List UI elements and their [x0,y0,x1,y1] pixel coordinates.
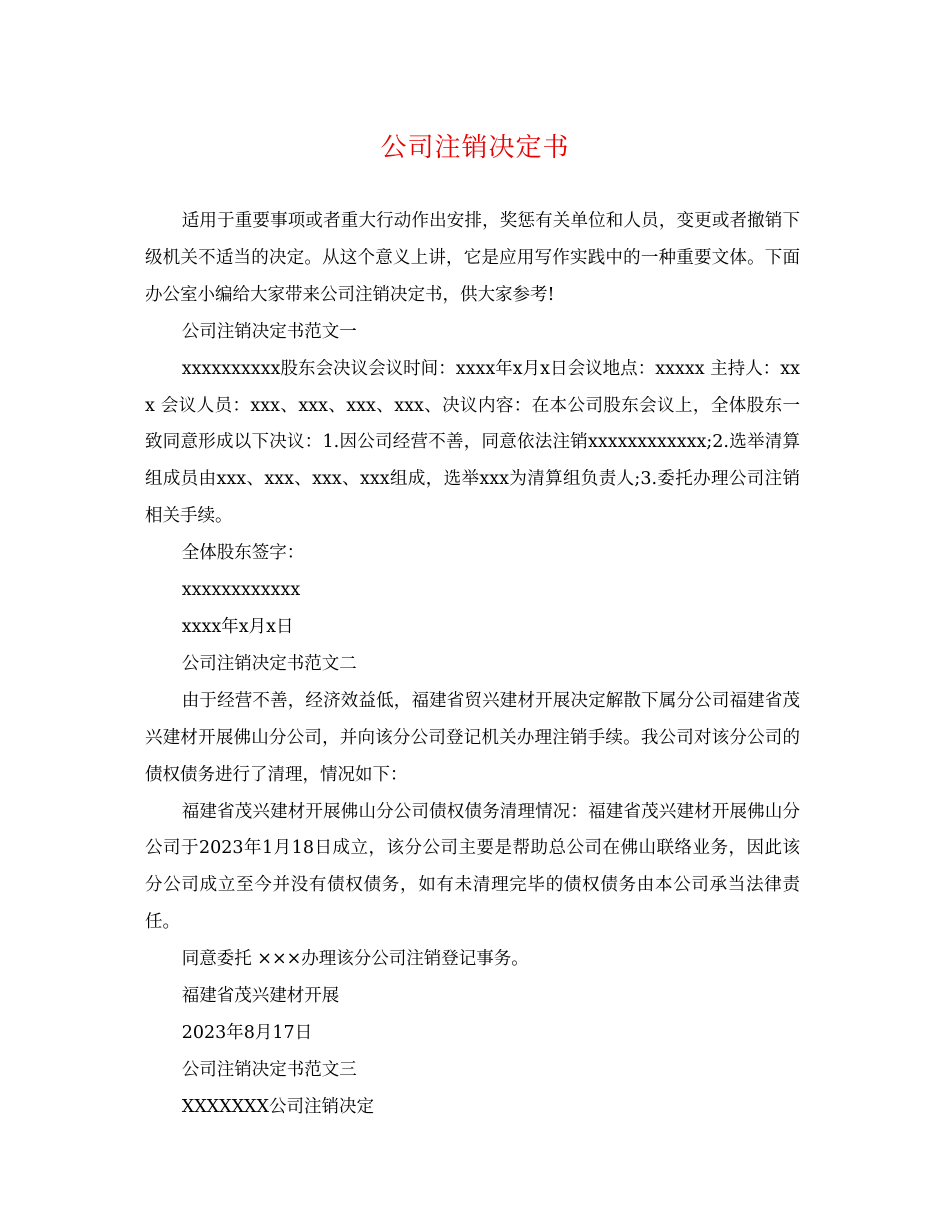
sample-two-delegation-line: 同意委托 ×××办理该分公司注销登记事务。 [181,949,529,970]
shareholder-signature-label: 全体股东签字： [181,543,305,564]
sample-two-debt-clearance-paragraph: 福建省茂兴建材开展佛山分公司债权债务清理情况：福建省茂兴建材开展佛山分公司于2023年1月18日成立，该分公司主要是帮助总公司在佛山联络业务，因此该分公司成立至今并没有债权债务，如有未清理完毕的债权债务由本公司承当法律责任。 [145,801,800,933]
signature-placeholder: xxxxxxxxxxxx [181,580,301,601]
document-title: 公司注销决定书 [380,133,570,163]
intro-paragraph: 适用于重要事项或者重大行动作出安排，奖惩有关单位和人员，变更或者撤销下级机关不适当的决定。从这个意义上讲，它是应用写作实践中的一种重要文体。下面办公室小编给大家带来公司注销决定书，供大家参考! [145,211,800,305]
sample-one-resolution-paragraph: xxxxxxxxxx股东会决议会议时间：xxxx年x月x日会议地点：xxxxx 主持人：xxx 会议人员：xxx、xxx、xxx、xxx、决议内容：在本公司股东会议上，全体股东一致同意形成以下决议：1.因公司经营不善，同意依法注销xxxxxxxxxxxx;2.选举清算组成员由xxx、xxx、xxx、xxx组成，选举xxx为清算组负责人;3.委托办理公司注销相关手续。 [145,358,800,527]
sample-one-date: xxxx年x月x日 [181,616,294,637]
section-heading-sample-two: 公司注销决定书范文二 [181,653,357,674]
sample-two-dissolution-paragraph: 由于经营不善，经济效益低，福建省贸兴建材开展决定解散下属分公司福建省茂兴建材开展佛山分公司，并向该分公司登记机关办理注销手续。我公司对该分公司的债权债务进行了清理，情况如下： [145,690,800,785]
sample-three-title-line: XXXXXXX公司注销决定 [181,1096,374,1117]
sample-two-company-name: 福建省茂兴建材开展 [181,986,340,1007]
section-heading-sample-three: 公司注销决定书范文三 [181,1059,357,1080]
section-heading-sample-one: 公司注销决定书范文一 [181,321,357,342]
document-body [145,203,800,1126]
sample-two-date: 2023年8月17日 [181,1022,313,1043]
